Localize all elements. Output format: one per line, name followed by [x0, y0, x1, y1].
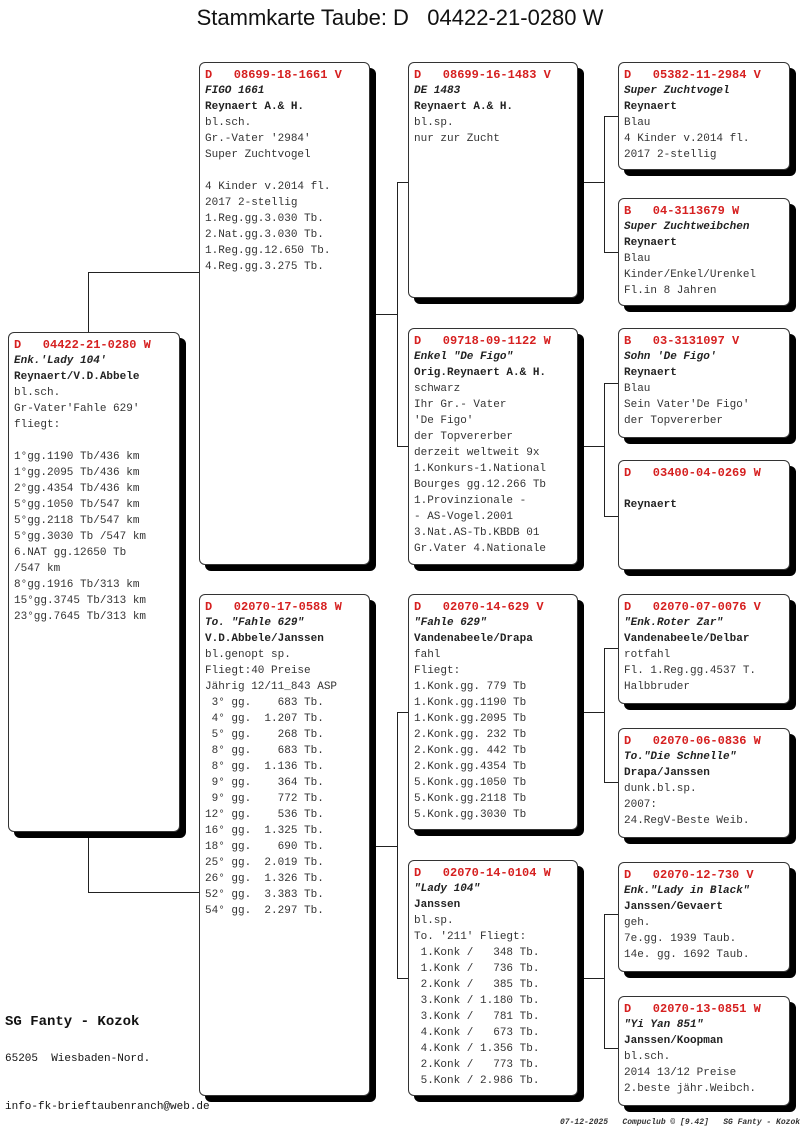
- detail-line: 9° gg. 364 Tb.: [205, 777, 324, 789]
- connector: [88, 272, 199, 273]
- pigeon-name: DE 1483: [414, 85, 461, 97]
- detail-line: 2.Konk.gg.4354 Tb: [414, 761, 527, 773]
- ring-number: D 02070-13-0851 W: [624, 1002, 761, 1016]
- breeder-line: Janssen/Koopman: [624, 1035, 724, 1047]
- detail-line: 9° gg. 772 Tb.: [205, 793, 324, 805]
- detail-line: 5.Konk / 2.986 Tb.: [414, 1075, 540, 1087]
- detail-line: 2.Nat.gg.3.030 Tb.: [205, 229, 324, 241]
- detail-line: 1.Konk.gg. 779 Tb: [414, 681, 527, 693]
- detail-line: bl.genopt sp.: [205, 649, 291, 661]
- pigeon-name: To. "Fahle 629": [205, 617, 305, 629]
- connector: [604, 914, 605, 1048]
- pigeon-name: "Yi Yan 851": [624, 1019, 704, 1031]
- breeder-line: Reynaert: [624, 367, 677, 379]
- detail-line: 2017 2-stellig: [624, 149, 717, 161]
- pigeon-name: Super Zuchtweibchen: [624, 221, 750, 233]
- detail-line: 8° gg. 683 Tb.: [205, 745, 324, 757]
- owner-name: SG Fanty - Kozok: [5, 1014, 140, 1030]
- detail-line: fliegt:: [14, 419, 61, 431]
- detail-line: 3° gg. 683 Tb.: [205, 697, 324, 709]
- breeder-line: Reynaert: [624, 101, 677, 113]
- ring-number: D 02070-17-0588 W: [205, 600, 342, 614]
- detail-line: 5°gg.1050 Tb/547 km: [14, 499, 140, 511]
- detail-line: nur zur Zucht: [414, 133, 500, 145]
- detail-line: 5°gg.2118 Tb/547 km: [14, 515, 140, 527]
- detail-line: Fl.in 8 Jahren: [624, 285, 717, 297]
- detail-line: 5.Konk.gg.2118 Tb: [414, 793, 527, 805]
- detail-line: 2.beste jähr.Weibch.: [624, 1083, 757, 1095]
- detail-line: Ihr Gr.- Vater: [414, 399, 507, 411]
- detail-line: 23°gg.7645 Tb/313 km: [14, 611, 147, 623]
- connector: [370, 846, 397, 847]
- breeder-line: Reynaert A.& H.: [414, 101, 514, 113]
- connector: [604, 1048, 618, 1049]
- detail-line: 6.NAT gg.12650 Tb: [14, 547, 127, 559]
- connector: [578, 978, 604, 979]
- detail-line: Blau: [624, 383, 651, 395]
- detail-line: Fliegt:40 Preise: [205, 665, 311, 677]
- detail-line: 4 Kinder v.2014 fl.: [624, 133, 750, 145]
- detail-line: 2017 2-stellig: [205, 197, 298, 209]
- detail-line: Gr.Vater 4.Nationale: [414, 543, 547, 555]
- pigeon-card-ffm: [618, 198, 790, 306]
- detail-line: 1.Konk / 736 Tb.: [414, 963, 540, 975]
- detail-line: /547 km: [14, 563, 61, 575]
- breeder-line: Janssen/Gevaert: [624, 901, 724, 913]
- detail-line: 5.Konk.gg.1050 Tb: [414, 777, 527, 789]
- detail-line: 5.Konk.gg.3030 Tb: [414, 809, 527, 821]
- connector: [88, 892, 199, 893]
- connector: [88, 272, 89, 332]
- detail-line: bl.sch.: [624, 1051, 671, 1063]
- pigeon-card-mmm: [618, 996, 790, 1106]
- pigeon-card-fmm: [618, 460, 790, 570]
- breeder-line: Reynaert A.& H.: [205, 101, 305, 113]
- pigeon-name: Enk."Lady in Black": [624, 885, 750, 897]
- detail-line: 14e. gg. 1692 Taub.: [624, 949, 750, 961]
- ring-number: B 03-3131097 V: [624, 334, 740, 348]
- print-info: 07-12-2025 Compuclub © [9.42] SG Fanty - Kozok: [560, 1118, 800, 1127]
- breeder-line: Vandenabeele/Drapa: [414, 633, 533, 645]
- detail-line: 3.Konk / 781 Tb.: [414, 1011, 540, 1023]
- detail-line: rotfahl: [624, 649, 671, 661]
- ring-number: D 02070-12-730 V: [624, 868, 754, 882]
- breeder-line: Orig.Reynaert A.& H.: [414, 367, 547, 379]
- detail-line: 4.Konk / 673 Tb.: [414, 1027, 540, 1039]
- detail-line: 52° gg. 3.383 Tb.: [205, 889, 324, 901]
- detail-line: 2.Konk.gg. 442 Tb: [414, 745, 527, 757]
- connector: [397, 712, 398, 978]
- detail-line: 2°gg.4354 Tb/436 km: [14, 483, 140, 495]
- detail-line: Gr.-Vater '2984': [205, 133, 311, 145]
- connector: [397, 182, 408, 183]
- ring-number: D 02070-06-0836 W: [624, 734, 761, 748]
- detail-line: 1.Reg.gg.3.030 Tb.: [205, 213, 324, 225]
- pigeon-card-mf: [408, 594, 578, 830]
- page-title: Stammkarte Taube: D 04422-21-0280 W: [196, 5, 604, 30]
- breeder-line: Reynaert: [624, 237, 677, 249]
- pigeon-name: FIGO 1661: [205, 85, 265, 97]
- pigeon-card-root: [8, 332, 180, 832]
- detail-line: To. '211' Fliegt:: [414, 931, 527, 943]
- ring-number: D 09718-09-1122 W: [414, 334, 551, 348]
- pigeon-name: To."Die Schnelle": [624, 751, 737, 763]
- detail-line: Sein Vater'De Figo': [624, 399, 750, 411]
- detail-line: 1.Konk / 348 Tb.: [414, 947, 540, 959]
- breeder-line: Reynaert: [624, 499, 677, 511]
- detail-line: 1.Provinzionale -: [414, 495, 527, 507]
- ring-number: D 03400-04-0269 W: [624, 466, 761, 480]
- connector: [604, 383, 618, 384]
- detail-line: Jährig 12/11_843 ASP: [205, 681, 338, 693]
- breeder-line: Janssen: [414, 899, 461, 911]
- connector: [397, 182, 398, 446]
- pigeon-card-mmf: [618, 862, 790, 972]
- detail-line: - AS-Vogel.2001: [414, 511, 514, 523]
- owner-address: 65205 Wiesbaden-Nord.: [5, 1053, 151, 1065]
- detail-line: Fl. 1.Reg.gg.4537 T.: [624, 665, 757, 677]
- ring-number: D 02070-07-0076 V: [624, 600, 761, 614]
- detail-line: dunk.bl.sp.: [624, 783, 697, 795]
- detail-line: der Topvererber: [624, 415, 724, 427]
- ring-number: D 02070-14-0104 W: [414, 866, 551, 880]
- detail-line: derzeit weltweit 9x: [414, 447, 540, 459]
- detail-line: 1.Konk.gg.1190 Tb: [414, 697, 527, 709]
- detail-line: 1.Reg.gg.12.650 Tb.: [205, 245, 331, 257]
- ring-number: D 08699-18-1661 V: [205, 68, 342, 82]
- pigeon-name: "Enk.Roter Zar": [624, 617, 724, 629]
- detail-line: Blau: [624, 253, 651, 265]
- detail-line: 4 Kinder v.2014 fl.: [205, 181, 331, 193]
- pigeon-card-mff: [618, 594, 790, 704]
- detail-line: 3.Konk / 1.180 Tb.: [414, 995, 540, 1007]
- pigeon-card-ff: [408, 62, 578, 298]
- connector: [397, 712, 408, 713]
- detail-line: 8° gg. 1.136 Tb.: [205, 761, 324, 773]
- detail-line: 24.RegV-Beste Weib.: [624, 815, 750, 827]
- detail-line: 1.Konkurs-1.National: [414, 463, 547, 475]
- detail-line: Kinder/Enkel/Urenkel: [624, 269, 757, 281]
- detail-line: Blau: [624, 117, 651, 129]
- detail-line: 2014 13/12 Preise: [624, 1067, 737, 1079]
- detail-line: 1°gg.1190 Tb/436 km: [14, 451, 140, 463]
- connector: [604, 252, 618, 253]
- pigeon-name: "Lady 104": [414, 883, 481, 895]
- detail-line: Super Zuchtvogel: [205, 149, 311, 161]
- connector: [370, 314, 397, 315]
- connector: [604, 116, 618, 117]
- pigeon-name: Enk.'Lady 104': [14, 355, 107, 367]
- detail-line: fahl: [414, 649, 441, 661]
- pigeon-card-mother: [199, 594, 370, 1096]
- breeder-line: Drapa/Janssen: [624, 767, 710, 779]
- detail-line: 4.Konk / 1.356 Tb.: [414, 1043, 540, 1055]
- detail-line: Gr-Vater'Fahle 629': [14, 403, 140, 415]
- connector: [604, 116, 605, 252]
- pigeon-name: Sohn 'De Figo': [624, 351, 717, 363]
- pigeon-card-fff: [618, 62, 790, 170]
- connector: [604, 648, 605, 782]
- pigeon-card-mfm: [618, 728, 790, 838]
- detail-line: der Topvererber: [414, 431, 514, 443]
- detail-line: 2.Konk.gg. 232 Tb: [414, 729, 527, 741]
- connector: [604, 383, 605, 516]
- detail-line: bl.sch.: [14, 387, 61, 399]
- detail-line: 4° gg. 1.207 Tb.: [205, 713, 324, 725]
- detail-line: 26° gg. 1.326 Tb.: [205, 873, 324, 885]
- detail-line: schwarz: [414, 383, 461, 395]
- connector: [604, 914, 618, 915]
- connector: [604, 782, 618, 783]
- detail-line: 5° gg. 268 Tb.: [205, 729, 324, 741]
- detail-line: [14, 433, 174, 449]
- connector: [578, 712, 604, 713]
- detail-line: 1°gg.2095 Tb/436 km: [14, 467, 140, 479]
- detail-line: Halbbruder: [624, 681, 691, 693]
- detail-line: 16° gg. 1.325 Tb.: [205, 825, 324, 837]
- breeder-line: V.D.Abbele/Janssen: [205, 633, 324, 645]
- breeder-line: Reynaert/V.D.Abbele: [14, 371, 140, 383]
- detail-line: 15°gg.3745 Tb/313 km: [14, 595, 147, 607]
- detail-line: Bourges gg.12.266 Tb: [414, 479, 547, 491]
- pigeon-name: "Fahle 629": [414, 617, 487, 629]
- detail-line: 25° gg. 2.019 Tb.: [205, 857, 324, 869]
- pigeon-card-fmf: [618, 328, 790, 438]
- connector: [604, 516, 618, 517]
- detail-line: 54° gg. 2.297 Tb.: [205, 905, 324, 917]
- pigeon-card-father: [199, 62, 370, 565]
- ring-number: B 04-3113679 W: [624, 204, 740, 218]
- detail-line: 4.Reg.gg.3.275 Tb.: [205, 261, 324, 273]
- pigeon-card-fm: [408, 328, 578, 565]
- detail-line: 2007:: [624, 799, 658, 811]
- ring-number: D 08699-16-1483 V: [414, 68, 551, 82]
- detail-line: geh.: [624, 917, 651, 929]
- detail-line: 7e.gg. 1939 Taub.: [624, 933, 737, 945]
- detail-line: 3.Nat.AS-Tb.KBDB 01: [414, 527, 540, 539]
- detail-line: 'De Figo': [414, 415, 474, 427]
- connector: [88, 832, 89, 892]
- pigeon-name: [624, 481, 784, 497]
- owner-email: info-fk-brieftaubenranch@web.de: [5, 1101, 210, 1113]
- ring-number: D 04422-21-0280 W: [14, 338, 151, 352]
- detail-line: bl.sp.: [414, 117, 454, 129]
- connector: [578, 446, 604, 447]
- pigeon-card-mm: [408, 860, 578, 1096]
- detail-line: 5°gg.3030 Tb /547 km: [14, 531, 147, 543]
- detail-line: bl.sp.: [414, 915, 454, 927]
- breeder-line: Vandenabeele/Delbar: [624, 633, 750, 645]
- connector: [397, 978, 408, 979]
- pigeon-name: Enkel "De Figo": [414, 351, 514, 363]
- detail-line: 12° gg. 536 Tb.: [205, 809, 324, 821]
- detail-line: 8°gg.1916 Tb/313 km: [14, 579, 140, 591]
- ring-number: D 05382-11-2984 V: [624, 68, 761, 82]
- detail-line: 2.Konk / 773 Tb.: [414, 1059, 540, 1071]
- detail-line: [205, 163, 364, 179]
- connector: [578, 182, 604, 183]
- detail-line: 2.Konk / 385 Tb.: [414, 979, 540, 991]
- pigeon-name: Super Zuchtvogel: [624, 85, 730, 97]
- ring-number: D 02070-14-629 V: [414, 600, 544, 614]
- detail-line: 18° gg. 690 Tb.: [205, 841, 324, 853]
- connector: [397, 446, 408, 447]
- connector: [604, 648, 618, 649]
- detail-line: Fliegt:: [414, 665, 461, 677]
- detail-line: bl.sch.: [205, 117, 252, 129]
- detail-line: 1.Konk.gg.2095 Tb: [414, 713, 527, 725]
